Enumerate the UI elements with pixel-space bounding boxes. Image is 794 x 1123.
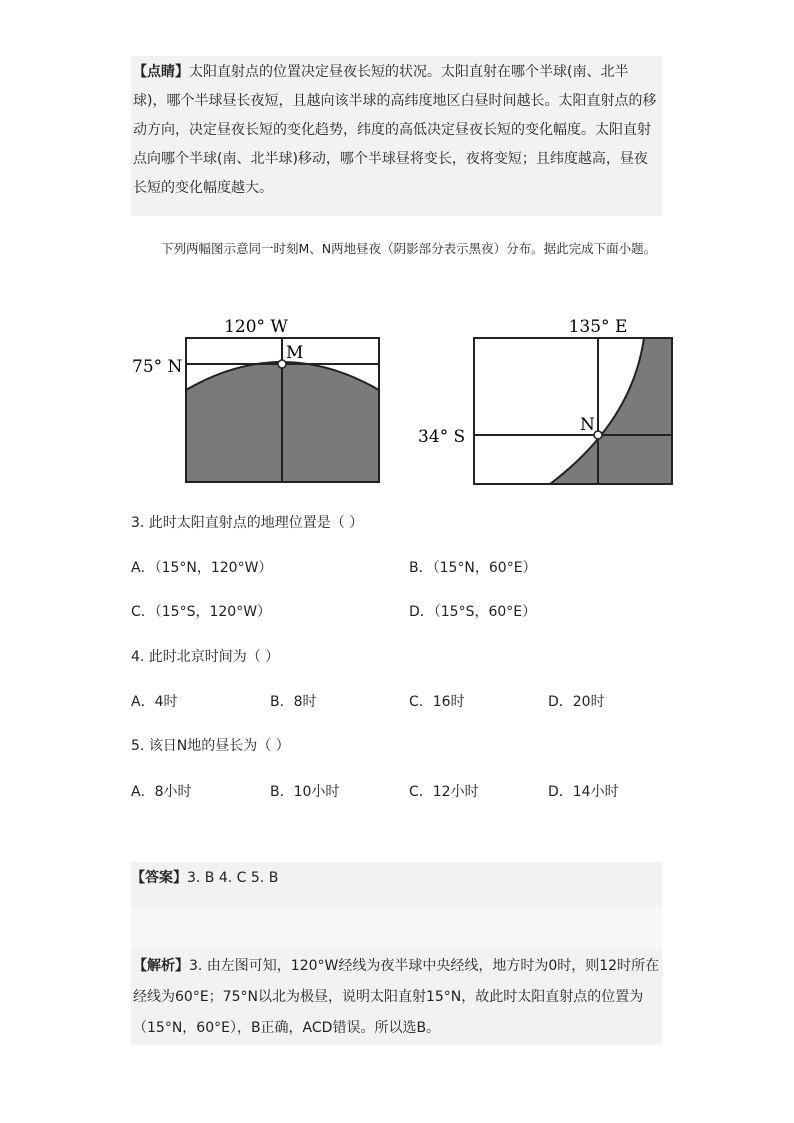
figure-right: [412, 312, 682, 490]
answer-box: [131, 862, 662, 907]
tip-label: 【点睛】: [133, 64, 189, 80]
tip-text: 太阳直射点的位置决定昼夜长短的状况。太阳直射在哪个半球(南、北半球)，哪个半球昼长夜短，且越向该半球的高纬度地区白昼时间越长。太阳直射点的移动方向，决定昼夜长短的变化趋势，纬度的高低决定昼夜长短的变化幅度。太阳直射点向哪个半球(南、北半球)移动，哪个半球昼将变长，夜将变短；且纬度越高，昼夜长短的变化幅度越大。: [133, 64, 657, 196]
q4-option-d[interactable]: D．20时: [548, 694, 605, 710]
left-latitude-label: 75° N: [132, 357, 183, 377]
analysis-text: 3. 由左图可知，120°W经线为夜半球中央经线，地方时为0时，则12时所在经线为60°E；75°N以北为极昼，说明太阳直射15°N，故此时太阳直射点的位置为（15°N，60°E），B正确，ACD错误。所以选B。: [133, 958, 660, 1036]
q4-option-a[interactable]: A．4时: [131, 694, 178, 710]
q5-option-b[interactable]: B．10小时: [270, 784, 340, 800]
point-n-marker: [594, 431, 602, 439]
point-m-marker: [278, 360, 286, 368]
right-latitude-label: 34° S: [418, 427, 466, 447]
q5-option-d[interactable]: D．14小时: [548, 784, 619, 800]
figure-left: [128, 312, 388, 490]
left-longitude-label: 120° W: [224, 317, 288, 337]
q3-option-d[interactable]: D．（15°S，60°E）: [409, 604, 537, 620]
q3-option-c[interactable]: C．（15°S，120°W）: [131, 604, 272, 620]
analysis-box: [131, 949, 662, 1045]
right-longitude-label: 135° E: [568, 317, 628, 337]
answer-label: 【答案】: [131, 870, 187, 886]
point-n-label: N: [580, 415, 595, 435]
q3-option-a[interactable]: A．（15°N，120°W）: [131, 560, 273, 576]
question-intro: 下列两幅图示意同一时刻M、N两地昼夜（阴影部分表示黑夜）分布。据此完成下面小题。: [161, 241, 657, 256]
q5-option-c[interactable]: C．12小时: [409, 784, 479, 800]
point-m-label: M: [286, 343, 304, 363]
q5-option-a[interactable]: A．8小时: [131, 784, 192, 800]
q3-option-b[interactable]: B．（15°N，60°E）: [409, 560, 537, 576]
analysis-label: 【解析】: [133, 958, 189, 974]
question-3-stem: 3. 此时太阳直射点的地理位置是（ ）: [131, 515, 364, 531]
tip-box: [131, 56, 662, 216]
answer-spacer: [131, 907, 662, 949]
q4-option-c[interactable]: C．16时: [409, 694, 465, 710]
q4-option-b[interactable]: B．8时: [270, 694, 317, 710]
question-5-stem: 5. 该日N地的昼长为（ ）: [131, 738, 290, 754]
question-4-stem: 4. 此时北京时间为（ ）: [131, 649, 280, 665]
answer-text: 3. B 4. C 5. B: [187, 870, 279, 886]
